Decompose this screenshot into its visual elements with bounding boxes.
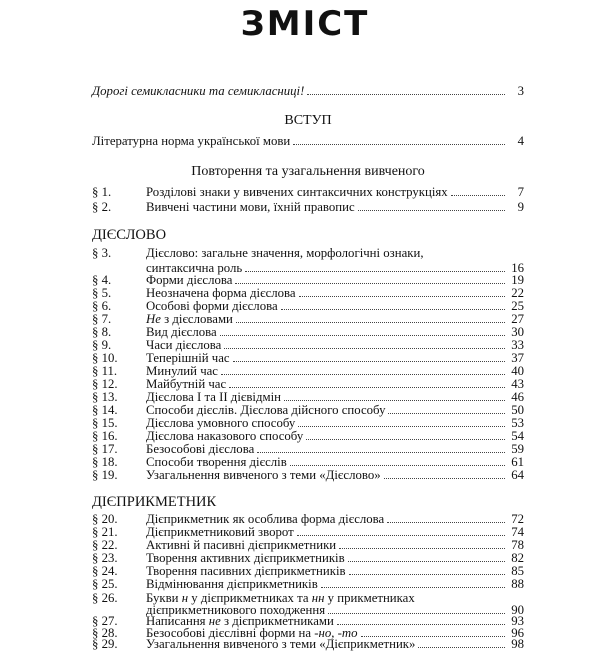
leader-dots xyxy=(451,185,505,196)
toc-item-text: Літературна норма української мови xyxy=(92,134,291,148)
leader-dots xyxy=(284,390,505,401)
leader-dots xyxy=(328,603,505,614)
toc-text-italic: н xyxy=(181,591,189,605)
toc-item-number: § 1. xyxy=(92,185,112,199)
toc-page: 25 xyxy=(511,299,524,313)
toc-item xyxy=(92,200,524,215)
section-heading-diieslovo: ДІЄСЛОВО xyxy=(92,227,167,243)
toc-item-number: § 3. xyxy=(92,246,112,260)
toc-item-text: Узагальнення вивченого з теми «Дієприкметник» xyxy=(146,637,416,651)
leader-dots xyxy=(387,512,505,523)
toc-item-number: § 23. xyxy=(92,551,118,565)
leader-dots xyxy=(306,429,505,440)
toc-page: 3 xyxy=(517,84,524,98)
toc-page: 43 xyxy=(511,377,524,391)
toc-page: 90 xyxy=(511,603,524,617)
toc-text-part: з дієприкметниками xyxy=(220,614,334,628)
toc-page: 27 xyxy=(511,312,524,326)
leader-dots xyxy=(349,564,505,575)
toc-page: 61 xyxy=(511,455,524,469)
toc-item-number: § 21. xyxy=(92,525,118,539)
toc-item-text: дієприкметникового походження xyxy=(146,603,326,617)
toc-item-number: § 16. xyxy=(92,429,118,443)
toc-page: 9 xyxy=(517,200,524,214)
leader-dots xyxy=(298,416,505,427)
leader-dots xyxy=(220,325,505,336)
toc-item-number: § 4. xyxy=(92,273,112,287)
toc-item-text: Неозначена форма дієслова xyxy=(146,286,296,300)
toc-item xyxy=(92,468,524,483)
toc-page: 22 xyxy=(511,286,524,300)
leader-dots xyxy=(245,261,505,272)
leader-dots xyxy=(307,84,505,95)
toc-item xyxy=(92,134,524,149)
leader-dots xyxy=(233,351,505,362)
toc-text-part: Безособові дієслівні форми на xyxy=(146,626,315,640)
toc-page: 46 xyxy=(511,390,524,404)
toc-item-text: Безособові дієслова xyxy=(146,442,255,456)
toc-text-part: у прикметниках xyxy=(324,591,415,605)
toc-item-text: Дієприкметниковий зворот xyxy=(146,525,294,539)
section-heading-povtorennia: Повторення та узагальнення вивченого xyxy=(191,164,425,179)
toc-item-number: § 29. xyxy=(92,637,118,651)
toc-item-number: § 9. xyxy=(92,338,112,352)
toc-item-number: § 15. xyxy=(92,416,118,430)
toc-page: 53 xyxy=(511,416,524,430)
toc-item-text: Дієприкметник як особлива форма дієслова xyxy=(146,512,385,526)
toc-intro-text: Дорогі семикласники та семикласниці! xyxy=(92,84,305,98)
toc-item-number: § 12. xyxy=(92,377,118,391)
leader-dots xyxy=(418,637,505,648)
toc-page: 19 xyxy=(511,273,524,287)
leader-dots xyxy=(339,538,505,549)
toc-item-number: § 28. xyxy=(92,626,118,640)
leader-dots xyxy=(299,286,505,297)
leader-dots xyxy=(361,626,505,637)
toc-text-italic: нн xyxy=(311,591,325,605)
toc-item-text: Активні й пасивні дієприкметники xyxy=(146,538,337,552)
toc-page: 37 xyxy=(511,351,524,365)
toc-item-text: Розділові знаки у вивчених синтаксичних конструкціях xyxy=(146,185,448,199)
toc-page: 82 xyxy=(511,551,524,565)
toc-item-text: синтаксична роль xyxy=(146,261,243,275)
page-title: ЗМІСТ xyxy=(240,4,370,44)
leader-dots xyxy=(384,468,505,479)
toc-item-text: Майбутній час xyxy=(146,377,227,391)
toc-page: 59 xyxy=(511,442,524,456)
toc-item-number: § 14. xyxy=(92,403,118,417)
toc-item-text: Узагальнення вивченого з теми «Дієслово» xyxy=(146,468,381,482)
toc-item-text: Способи дієслів. Дієслова дійсного способу xyxy=(146,403,386,417)
leader-dots xyxy=(281,299,505,310)
leader-dots xyxy=(293,134,505,145)
toc-item-italic: Не xyxy=(146,312,161,326)
toc-item-number: § 11. xyxy=(92,364,118,378)
toc-item-number: § 18. xyxy=(92,455,118,469)
leader-dots xyxy=(236,312,505,323)
toc-item-number: § 25. xyxy=(92,577,118,591)
leader-dots xyxy=(235,273,505,284)
toc-item-text: Способи творення дієслів xyxy=(146,455,287,469)
leader-dots xyxy=(257,442,505,453)
leader-dots xyxy=(290,455,505,466)
section-heading-diieprykmetnyk: ДІЄПРИКМЕТНИК xyxy=(92,494,217,510)
toc-page: 30 xyxy=(511,325,524,339)
toc-item-number: § 24. xyxy=(92,564,118,578)
toc-item-number: § 19. xyxy=(92,468,118,482)
toc-item-number: § 13. xyxy=(92,390,118,404)
toc-page: 93 xyxy=(511,614,524,628)
toc-page: 33 xyxy=(511,338,524,352)
toc-page: 54 xyxy=(511,429,524,443)
toc-item xyxy=(92,246,524,261)
toc-item-number: § 10. xyxy=(92,351,118,365)
toc-page: 88 xyxy=(511,577,524,591)
toc-item-number: § 26. xyxy=(92,591,118,605)
toc-item xyxy=(92,185,524,200)
toc-item-text: Творення активних дієприкметників xyxy=(146,551,345,565)
toc-text-italic: -но, -то xyxy=(314,626,358,640)
toc-intro xyxy=(92,84,524,99)
toc-page: 78 xyxy=(511,538,524,552)
toc-text-part: у дієприкметниках та xyxy=(188,591,312,605)
leader-dots xyxy=(388,403,505,414)
toc-page: 74 xyxy=(511,525,524,539)
toc-page: 4 xyxy=(517,134,524,148)
toc-item-number: § 2. xyxy=(92,200,112,214)
leader-dots xyxy=(348,551,505,562)
section-heading-vstup: ВСТУП xyxy=(284,113,332,128)
toc-item-text: Вивчені частини мови, їхній правопис xyxy=(146,200,355,214)
toc-text-italic: не xyxy=(208,614,221,628)
toc-item-text: Минулий час xyxy=(146,364,218,378)
leader-dots xyxy=(321,577,505,588)
toc-page: 7 xyxy=(517,185,524,199)
toc-text-part: Букви xyxy=(146,591,182,605)
toc-item-text: Дієслово: загальне значення, морфологічні ознаки, xyxy=(146,246,424,260)
leader-dots xyxy=(221,364,505,375)
toc-item-text: Особові форми дієслова xyxy=(146,299,278,313)
toc-item-number: § 27. xyxy=(92,614,118,628)
toc-item xyxy=(92,577,524,592)
toc-page: 72 xyxy=(511,512,524,526)
leader-dots xyxy=(358,200,505,211)
toc-item-number: § 17. xyxy=(92,442,118,456)
toc-item-text-rest: з дієсловами xyxy=(160,312,233,326)
leader-dots xyxy=(229,377,505,388)
toc-item-text: Відмінювання дієприкметників xyxy=(146,577,318,591)
toc-item-text: Дієслова умовного способу xyxy=(146,416,296,430)
toc-item-text: Вид дієслова xyxy=(146,325,217,339)
toc-item-text: Часи дієслова xyxy=(146,338,222,352)
toc-item-number: § 5. xyxy=(92,286,112,300)
toc-page: 40 xyxy=(511,364,524,378)
toc-item-text: Дієслова І та ІІ дієвідмін xyxy=(146,390,281,404)
toc-item-number: § 6. xyxy=(92,299,112,313)
toc-item-number: § 8. xyxy=(92,325,112,339)
toc-page: 85 xyxy=(511,564,524,578)
toc-item-number: § 20. xyxy=(92,512,118,526)
toc-page: 64 xyxy=(511,468,524,482)
toc-page: 50 xyxy=(511,403,524,417)
toc-item-number: § 22. xyxy=(92,538,118,552)
leader-dots xyxy=(337,614,505,625)
toc-item-text: Творення пасивних дієприкметників xyxy=(146,564,346,578)
toc-item-text: Теперішній час xyxy=(146,351,230,365)
toc-page: 98 xyxy=(511,637,524,651)
toc-item-text: Форми дієслова xyxy=(146,273,233,287)
leader-dots xyxy=(297,525,505,536)
toc-item-text: Дієслова наказового способу xyxy=(146,429,304,443)
toc-page: 16 xyxy=(511,261,524,275)
toc-page: 96 xyxy=(511,626,524,640)
leader-dots xyxy=(224,338,505,349)
toc-item-number: § 7. xyxy=(92,312,112,326)
toc-text-part: Написання xyxy=(146,614,209,628)
